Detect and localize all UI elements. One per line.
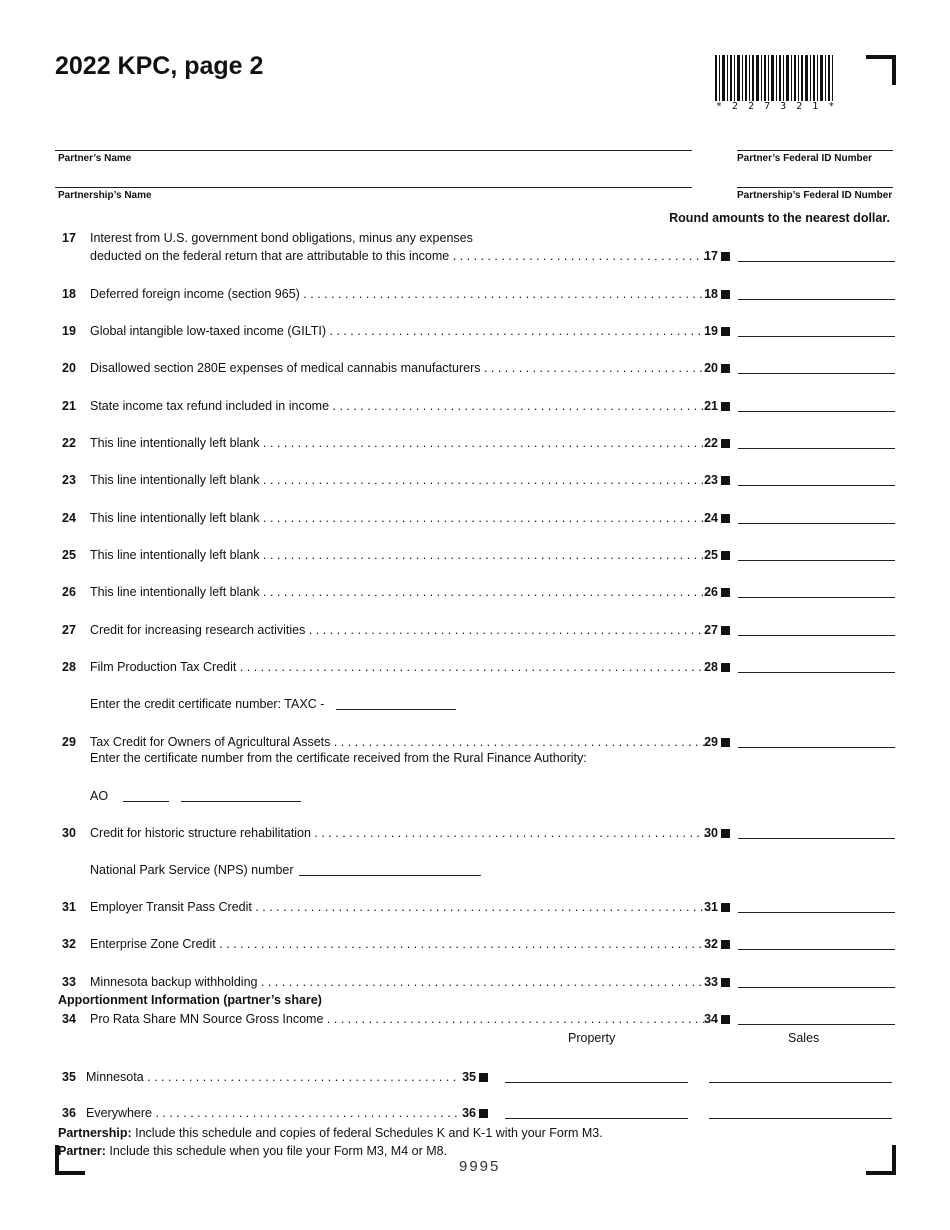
line-box-number: 33 [700,975,730,989]
footer-partner-note: Partner: Include this schedule when you file your Form M3, M4 or M8. [58,1144,448,1158]
line-29-amount[interactable] [738,747,895,748]
line-text: Disallowed section 280E expenses of medical cannabis manufacturers . . . [90,361,710,375]
line-text: State income tax refund included in income . . . [90,399,710,413]
line-21-amount[interactable] [738,411,895,412]
partner-fein-field[interactable] [737,150,893,151]
line-box-number: 28 [700,660,730,674]
line-number: 18 [62,287,76,301]
rounding-note: Round amounts to the nearest dollar. [669,211,890,225]
line-box-number: 32 [700,937,730,951]
line-text: This line intentionally left blank . . . [90,511,710,525]
line-number: 28 [62,660,76,674]
line-number: 25 [62,548,76,562]
line-box-number: 23 [700,473,730,487]
line-28-amount[interactable] [738,672,895,673]
partner-name-label: Partner’s Name [58,153,132,164]
line-box-number: 20 [700,361,730,375]
line-number: 32 [62,937,76,951]
line-27-amount[interactable] [738,635,895,636]
line-number: 22 [62,436,76,450]
line-box-number: 21 [700,399,730,413]
line-number: 34 [62,1012,76,1026]
line-text: Credit for historic structure rehabilitation . . . [90,826,710,840]
line-text: Deferred foreign income (section 965) . . . [90,287,710,301]
line-text: Tax Credit for Owners of Agricultural Assets . . . [90,735,710,749]
line-number: 35 [62,1070,76,1084]
registration-mark-bottom-right [866,1145,896,1175]
footer-partnership-note: Partnership: Include this schedule and copies of federal Schedules K and K-1 with your Form M3. [58,1126,603,1140]
line-number: 23 [62,473,76,487]
partnership-fein-label: Partnership’s Federal ID Number [737,190,893,201]
line-20-amount[interactable] [738,373,895,374]
certificate-instruction: Enter the certificate number from the certificate received from the Rural Finance Authority: [90,751,587,765]
line-box-number: 29 [700,735,730,749]
line-text: Minnesota backup withholding . . . [90,975,710,989]
line-23-amount[interactable] [738,485,895,486]
nps-number-field[interactable] [299,875,481,876]
line-text: Employer Transit Pass Credit . . . [90,900,710,914]
line-box-number: 25 [700,548,730,562]
line-22-amount[interactable] [738,448,895,449]
certificate-label: Enter the credit certificate number: TAXC - [90,697,325,711]
partnership-name-field[interactable] [55,187,692,188]
line-18-amount[interactable] [738,299,895,300]
taxc-certificate-field[interactable] [336,709,456,710]
line-box-number: 18 [700,287,730,301]
line-number: 36 [62,1106,76,1120]
line-31-amount[interactable] [738,912,895,913]
line-24-amount[interactable] [738,523,895,524]
line-box-number: 24 [700,511,730,525]
line-number: 17 [62,231,76,245]
line-number: 29 [62,735,76,749]
line-box-number: 36 [450,1106,488,1120]
line-number: 27 [62,623,76,637]
line-19-amount[interactable] [738,336,895,337]
partner-fein-label: Partner’s Federal ID Number [737,153,873,164]
line-text: This line intentionally left blank . . . [90,473,710,487]
line-text: Film Production Tax Credit . . . [90,660,710,674]
line-box-number: 26 [700,585,730,599]
ao-label: AO [90,789,109,803]
line-text: Everywhere . . . [86,1106,458,1120]
line-box-number: 19 [700,324,730,338]
line-number: 31 [62,900,76,914]
line-text: Global intangible low-taxed income (GILTI) . . . [90,324,710,338]
line-text: This line intentionally left blank . . . [90,548,710,562]
line-number: 20 [62,361,76,375]
line-text: Credit for increasing research activities . . . [90,623,710,637]
nps-label: National Park Service (NPS) number [90,863,294,877]
line-30-amount[interactable] [738,838,895,839]
line-26-amount[interactable] [738,597,895,598]
line-35-sales-amount[interactable] [709,1082,892,1083]
partner-name-field[interactable] [55,150,692,151]
registration-mark-bottom-left [55,1145,85,1175]
line-number: 26 [62,585,76,599]
line-text: This line intentionally left blank . . . [90,436,710,450]
line-text: Pro Rata Share MN Source Gross Income . . . [90,1012,710,1026]
line-25-amount[interactable] [738,560,895,561]
ao-field-1[interactable] [123,801,169,802]
column-header-sales: Sales [788,1031,820,1045]
line-box-number: 34 [700,1012,730,1026]
line-number: 21 [62,399,76,413]
registration-mark-top-right [866,55,896,85]
line-number: 24 [62,511,76,525]
line-36-property-amount[interactable] [505,1118,688,1119]
partnership-fein-field[interactable] [737,187,893,188]
line-number: 33 [62,975,76,989]
barcode [715,55,835,101]
line-number: 30 [62,826,76,840]
partnership-name-label: Partnership’s Name [58,190,152,201]
line-34-amount[interactable] [738,1024,895,1025]
line-text: Enterprise Zone Credit . . . [90,937,710,951]
line-box-number: 35 [450,1070,488,1084]
line-36-sales-amount[interactable] [709,1118,892,1119]
line-text: Interest from U.S. government bond obligations, minus any expenses [90,231,473,245]
line-box-number: 30 [700,826,730,840]
line-number: 19 [62,324,76,338]
line-box-number: 17 [700,249,730,263]
line-32-amount[interactable] [738,949,895,950]
line-box-number: 22 [700,436,730,450]
line-33-amount[interactable] [738,987,895,988]
line-17-amount[interactable] [738,261,895,262]
line-box-number: 27 [700,623,730,637]
column-header-property: Property [568,1031,616,1045]
form-id: 9995 [459,1158,501,1175]
barcode-number: * 2 2 7 3 2 1 * [716,101,837,112]
line-text: deducted on the federal return that are attributable to this income . . . [90,249,710,263]
page-title: 2022 KPC, page 2 [55,52,264,80]
line-text: This line intentionally left blank . . . [90,585,710,599]
apportionment-heading: Apportionment Information (partner’s share) [58,993,322,1007]
line-box-number: 31 [700,900,730,914]
ao-field-2[interactable] [181,801,301,802]
line-text: Minnesota . . . [86,1070,458,1084]
line-35-property-amount[interactable] [505,1082,688,1083]
